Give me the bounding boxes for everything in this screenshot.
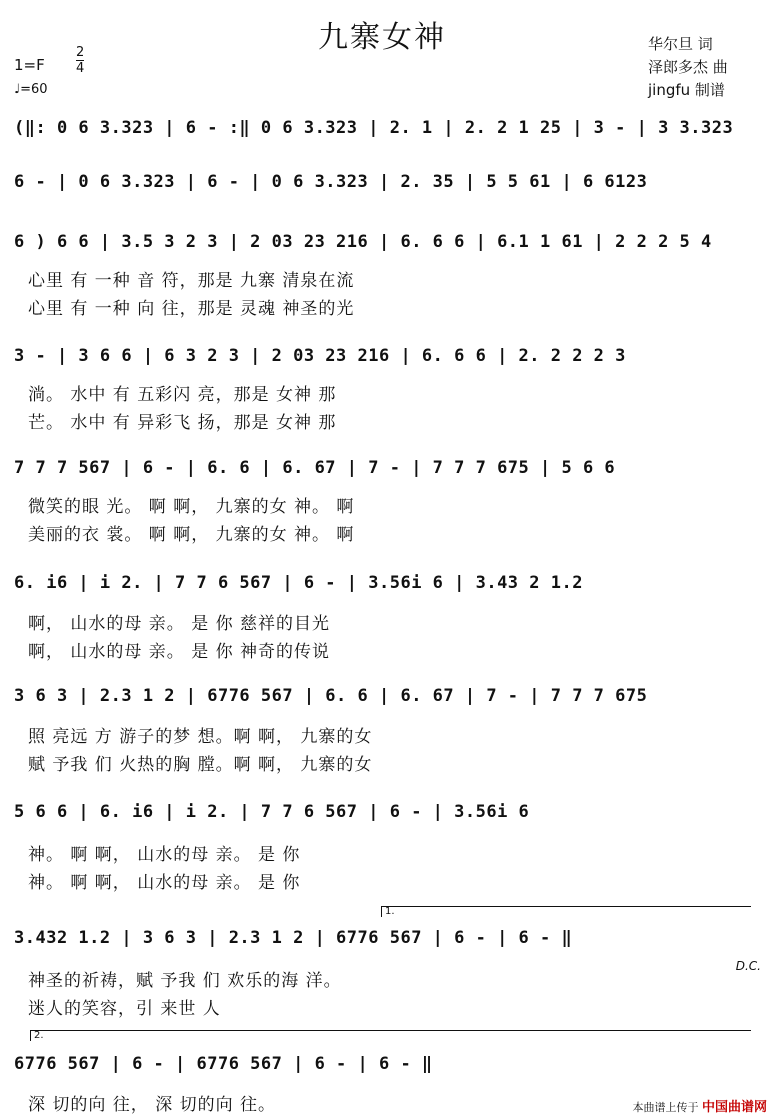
score-row	[14, 928, 766, 954]
notes-line: 6. i6 | i 2. | 7 7 6 567 | 6 - | 3.56i 6 | 3.43 2 1.2	[14, 573, 583, 593]
composer-credit: 泽郎多杰 曲	[648, 58, 728, 76]
site-logo: 中国曲谱网	[701, 1100, 767, 1115]
score-row	[14, 802, 766, 828]
time-signature-bottom: 4	[76, 61, 85, 76]
lyric-line: 深 切的向 往， 深 切的向 往。	[28, 1095, 277, 1115]
score-row	[14, 458, 766, 484]
notes-line: 5 6 6 | 6. i6 | i 2. | 7 7 6 567 | 6 - | 3.56i 6	[14, 802, 530, 822]
notes-line: 6 ) 6 6 | 3.5 3 2 3 | 2 03 23 216 | 6. 6 6 | 6.1 1 61 | 2 2 2 5 4	[14, 232, 712, 252]
time-signature-top: 2	[76, 45, 85, 60]
lyric-line: 神。 啊 啊， 山水的母 亲。 是 你	[28, 845, 301, 865]
score-row	[14, 686, 766, 712]
lyric-line: 啊， 山水的母 亲。 是 你 神奇的传说	[28, 642, 331, 662]
lyric-line: 神。 啊 啊， 山水的母 亲。 是 你	[28, 873, 301, 893]
second-ending-bracket: 2.	[30, 1030, 751, 1041]
lyric-line: 啊， 山水的母 亲。 是 你 慈祥的目光	[28, 614, 331, 634]
key-signature: 1=F	[14, 56, 45, 74]
lyric-line: 淌。 水中 有 五彩闪 亮，那是 女神 那	[28, 385, 337, 405]
notes-line: 3 6 3 | 2.3 1 2 | 6776 567 | 6. 6 | 6. 67 | 7 - | 7 7 7 675	[14, 686, 648, 706]
notes-line: 3.432 1.2 | 3 6 3 | 2.3 1 2 | 6776 567 | 6 - | 6 - ‖	[14, 928, 573, 948]
score-row	[14, 1054, 766, 1080]
score-row	[14, 232, 766, 258]
footer-text: 本曲谱上传于	[632, 1101, 699, 1114]
lyric-line: 心里 有 一种 向 往，那是 灵魂 神圣的光	[28, 299, 355, 319]
da-capo-marking: D.C.	[735, 959, 761, 973]
score-row	[14, 346, 766, 372]
lyric-line: 赋 予我 们 火热的胸 膛。啊 啊， 九寨的女	[28, 755, 373, 775]
lyric-line: 芒。 水中 有 异彩飞 扬，那是 女神 那	[28, 413, 337, 433]
notes-line: 3 - | 3 6 6 | 6 3 2 3 | 2 03 23 216 | 6. 6 6 | 2. 2 2 2 3	[14, 346, 626, 366]
arranger-credit: jingfu 制谱	[648, 81, 725, 99]
site-footer	[632, 1096, 767, 1115]
lyric-line: 美丽的衣 裳。 啊 啊， 九寨的女 神。 啊	[28, 525, 355, 545]
time-signature	[76, 45, 84, 76]
page-title: 九寨女神	[318, 20, 446, 55]
lyric-line: 心里 有 一种 音 符，那是 九寨 清泉在流	[28, 271, 355, 291]
first-ending-bracket: 1.	[381, 906, 751, 917]
score-row	[14, 118, 766, 144]
notes-line: 7 7 7 567 | 6 - | 6. 6 | 6. 67 | 7 - | 7 7 7 675 | 5 6 6	[14, 458, 616, 478]
lyric-line: 照 亮远 方 游子的梦 想。啊 啊， 九寨的女	[28, 727, 373, 747]
score-row	[14, 573, 766, 599]
lyric-line: 神圣的祈祷，赋 予我 们 欢乐的海 洋。	[28, 971, 342, 991]
lyricist-credit: 华尔旦 词	[648, 35, 713, 53]
score-row	[14, 172, 766, 198]
lyric-line: 迷人的笑容，引 来世 人	[28, 999, 221, 1019]
notes-line: (‖: 0 6 3.323 | 6 - :‖ 0 6 3.323 | 2. 1 | 2. 2 1 25 | 3 - | 3 3.323	[14, 118, 734, 138]
notes-line: 6776 567 | 6 - | 6776 567 | 6 - | 6 - ‖	[14, 1054, 433, 1074]
tempo-marking: ♩=60	[14, 82, 48, 97]
lyric-line: 微笑的眼 光。 啊 啊， 九寨的女 神。 啊	[28, 497, 355, 517]
notes-line: 6 - | 0 6 3.323 | 6 - | 0 6 3.323 | 2. 35 | 5 5 61 | 6 6123	[14, 172, 648, 192]
